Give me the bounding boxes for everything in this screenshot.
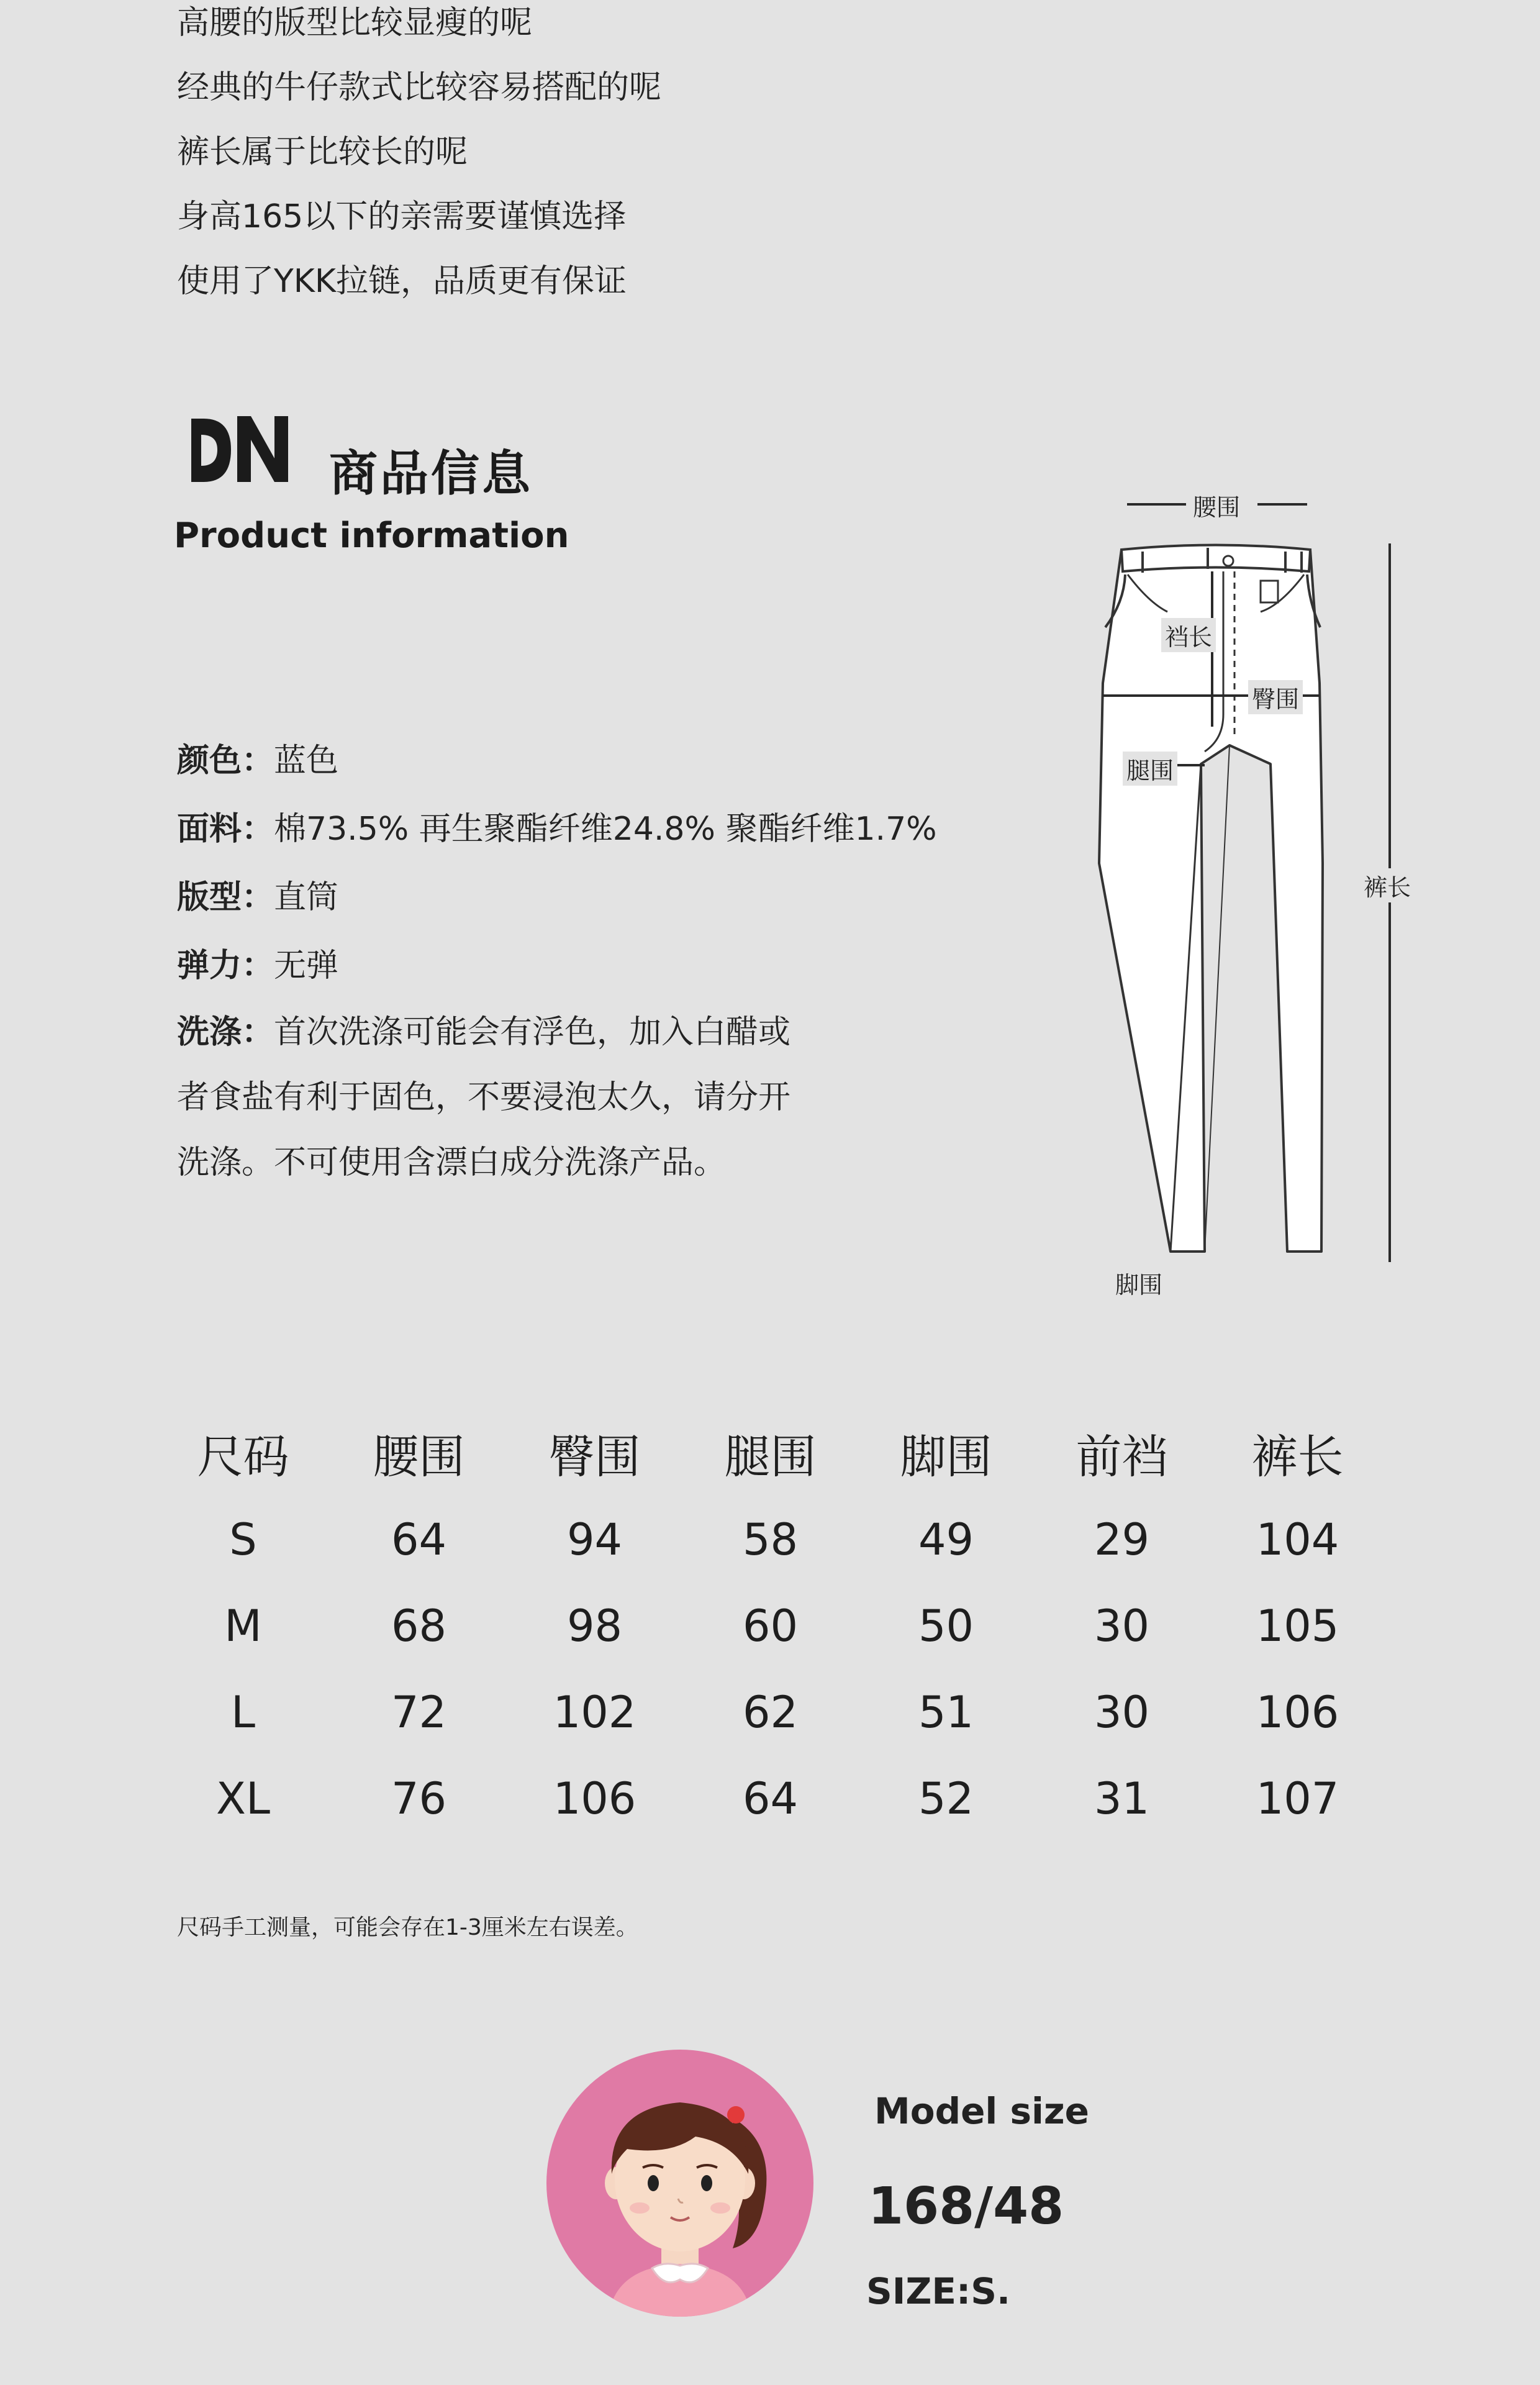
spec-fit: [177, 863, 1046, 932]
spec-color: [177, 727, 1046, 795]
section-title: 商品信息: [329, 446, 533, 502]
wash-line: 洗涤。不可使用含漂白成分洗涤产品。: [177, 1144, 727, 1181]
wash-line: [177, 1000, 1046, 1065]
table-cell: 105: [1256, 1600, 1339, 1651]
header-cell: 裤长: [1251, 1430, 1344, 1484]
intro-line: 高腰的版型比较显瘦的呢: [177, 4, 533, 42]
table-cell: 68: [391, 1600, 447, 1651]
spec-stretch: [177, 932, 1046, 1000]
measurement-diagram: [1080, 478, 1428, 1311]
table-cell: 106: [553, 1773, 636, 1824]
spec-value: 蓝色: [274, 742, 339, 779]
table-cell: 76: [391, 1773, 447, 1824]
table-header: [155, 1410, 1385, 1496]
size-table: [155, 1410, 1385, 1842]
table-cell: 31: [1094, 1773, 1150, 1824]
table-cell: 30: [1094, 1686, 1150, 1738]
table-row: [155, 1669, 1385, 1755]
table-cell: 102: [553, 1686, 636, 1738]
model-size: SIZE:S.: [866, 2270, 1011, 2312]
table-cell: 62: [742, 1686, 799, 1738]
model-avatar-icon: [546, 2050, 813, 2317]
label-thigh: 腿围: [1123, 752, 1177, 786]
spec-wash: [177, 1000, 1046, 1196]
intro-line: 身高165以下的亲需要谨慎选择: [177, 198, 627, 235]
spec-fabric: [177, 795, 1046, 863]
table-cell: 49: [918, 1514, 974, 1565]
header-cell: 臀围: [548, 1430, 641, 1484]
intro-line: 裤长属于比较长的呢: [177, 134, 468, 171]
label-hem: 脚围: [1112, 1266, 1166, 1300]
label-waist: 腰围: [1189, 488, 1244, 522]
header-cell: 腿围: [724, 1430, 817, 1484]
table-cell: 107: [1256, 1773, 1339, 1824]
label-length: 裤长: [1360, 868, 1415, 902]
spec-value: 首次洗涤可能会有浮色，加入白醋或: [274, 1014, 791, 1051]
product-specs: [177, 727, 1046, 1196]
table-cell: 30: [1094, 1600, 1150, 1651]
table-cell: 60: [742, 1600, 799, 1651]
intro-line: 使用了YKK拉链，品质更有保证: [177, 263, 627, 300]
table-cell: 106: [1256, 1686, 1339, 1738]
header-cell: 腰围: [373, 1430, 465, 1484]
table-row: [155, 1755, 1385, 1842]
table-cell: M: [224, 1600, 262, 1651]
table-cell: 51: [918, 1686, 974, 1738]
header-cell: 前裆: [1076, 1430, 1168, 1484]
section-subtitle: Product information: [174, 516, 569, 556]
table-cell: 58: [742, 1514, 799, 1565]
dn-logo-icon: [186, 410, 292, 491]
table-row: [155, 1583, 1385, 1669]
table-cell: XL: [216, 1773, 270, 1824]
label-rise: 裆长: [1161, 618, 1216, 652]
label-hip: 臀围: [1248, 680, 1303, 714]
size-note: 尺码手工测量，可能会存在1-3厘米左右误差。: [177, 1915, 638, 1940]
table-cell: 98: [566, 1600, 623, 1651]
table-row: [155, 1496, 1385, 1583]
table-cell: L: [231, 1686, 255, 1738]
table-cell: 52: [918, 1773, 974, 1824]
table-cell: 72: [391, 1686, 447, 1738]
table-cell: S: [229, 1514, 257, 1565]
table-cell: 50: [918, 1600, 974, 1651]
header-cell: 脚围: [900, 1430, 992, 1484]
intro-text: [177, 0, 661, 324]
table-cell: 104: [1256, 1514, 1339, 1565]
spec-key: 弹力：: [177, 947, 274, 984]
spec-key: 面料：: [177, 811, 274, 848]
spec-value: 直筒: [274, 879, 339, 916]
table-cell: 29: [1094, 1514, 1150, 1565]
spec-value: 无弹: [274, 947, 339, 984]
header-cell: 尺码: [197, 1430, 289, 1484]
table-cell: 64: [742, 1773, 799, 1824]
table-cell: 64: [391, 1514, 447, 1565]
spec-value: 棉73.5% 再生聚酯纤维24.8% 聚酯纤维1.7%: [274, 811, 937, 848]
intro-line: 经典的牛仔款式比较容易搭配的呢: [177, 69, 662, 106]
spec-key: 洗涤：: [177, 1014, 274, 1051]
model-label: Model size: [874, 2090, 1089, 2132]
table-cell: 94: [566, 1514, 623, 1565]
spec-key: 颜色：: [177, 742, 274, 779]
spec-key: 版型：: [177, 879, 274, 916]
wash-line: 者食盐有利于固色，不要浸泡太久，请分开: [177, 1079, 791, 1116]
model-stats: 168/48: [868, 2177, 1064, 2236]
